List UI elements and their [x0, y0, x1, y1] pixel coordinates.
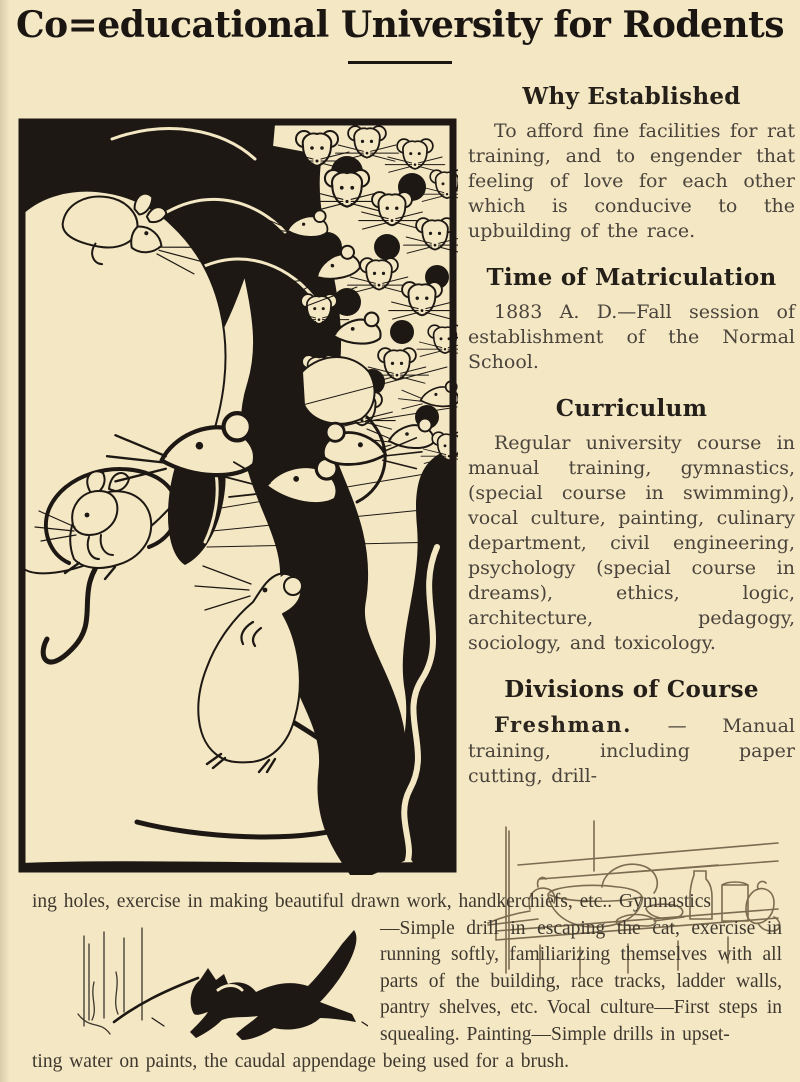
ink-drawing-crowd-of-rats [17, 117, 458, 875]
section-body [468, 712, 795, 789]
section-body: 1883 A. D.—Fall session of establishment of the Normal School. [468, 301, 795, 373]
section-heading: Why Established [522, 83, 741, 110]
section-divisions-of-course [468, 677, 795, 789]
freshman-lead: Freshman. [494, 712, 632, 737]
page-title: Co=educational University for Rodents [16, 4, 784, 46]
text-column [468, 84, 795, 989]
bottom-text-block [0, 889, 800, 1076]
section-time-of-matriculation [468, 265, 795, 375]
section-curriculum [468, 396, 795, 656]
section-heading: Time of Matriculation [486, 264, 777, 291]
section-heading: Divisions of Course [504, 676, 759, 703]
section-heading: Curriculum [555, 395, 708, 422]
section-body: Regular university course in manual training, gymnastics, (special course in swimming), vocal culture, painting, culinary department, civil engineering, psychology (special course in dreams), ethics, logic, architecture, pedagogy, sociology, and toxicology. [468, 432, 795, 654]
section-body: To afford fine facilities for rat training, and to engender that feeling of love for each other which is conducive to the upbuilding of the race. [468, 120, 795, 242]
leaping-black-cat-sketch [32, 922, 368, 1040]
bottom-line-last: ting water on paints, the caudal appendage being used for a brush. [32, 1051, 569, 1072]
rat-crowd-illustration [17, 117, 458, 875]
freshman-text: — Manual training, including paper cutting, drill- [468, 715, 795, 787]
bottom-line-top: ing holes, exercise in making beautiful drawn work, handkerchiefs, etc.. Gymnastics [32, 891, 712, 912]
masthead [0, 4, 800, 64]
bottom-paragraph: —Simple drill in escaping the cat, exercise in running softly, familiarizing themselves with all parts of the building, race tracks, ladder walls, pantry shelves, etc. Vocal culture—First steps in squealing. Painting—Simple drills in upset- [380, 917, 782, 1045]
cat-illustration [32, 922, 368, 1040]
section-why-established [468, 84, 795, 244]
title-divider-rule [348, 61, 452, 64]
